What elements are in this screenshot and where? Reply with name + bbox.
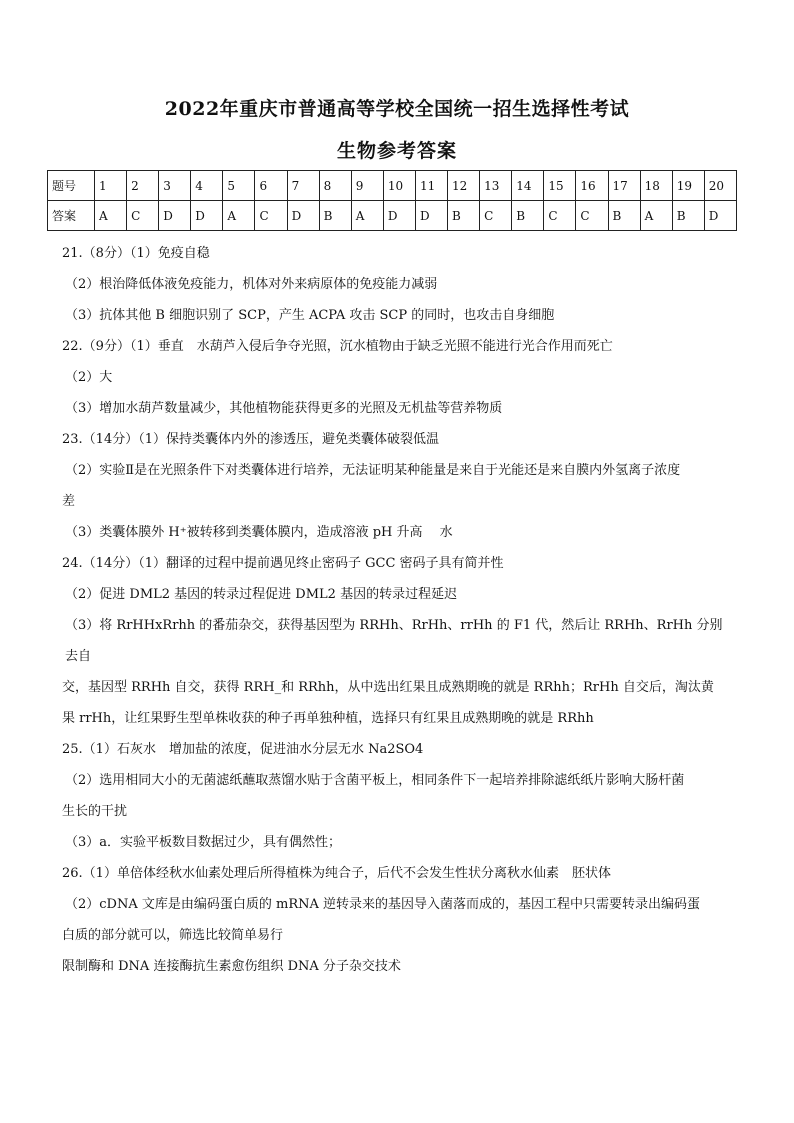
answer-line: （3）将 RrHHxRrhh 的番茄杂交，获得基因型为 RRHh、RrHh、rrHh 的 F1 代，然后让 RRHh、RrHh 分别去自 <box>65 618 723 664</box>
answer-line-q22: 22.（9分）（1）垂直 水葫芦入侵后争夺光照，沉水植物由于缺乏光照不能进行光合作用而死亡 <box>62 339 613 354</box>
table-cell: 9 <box>351 171 383 201</box>
table-cell: B <box>448 201 480 231</box>
table-cell: D <box>159 201 191 231</box>
answer-body <box>62 238 734 982</box>
table-cell: A <box>223 201 255 231</box>
table-row-numbers <box>48 171 737 201</box>
answer-line: （2）实验Ⅱ是在光照条件下对类囊体进行培养，无法证明某种能量是来自于光能还是来自膜内外氢离子浓度 <box>65 463 681 478</box>
table-cell: 10 <box>383 171 415 201</box>
answer-line: （2）促进 DML2 基因的转录过程促进 DML2 基因的转录过程延迟 <box>65 587 458 602</box>
table-cell: 1 <box>95 171 127 201</box>
table-cell: D <box>704 201 736 231</box>
table-cell: C <box>480 201 512 231</box>
answer-line: （3）a．实验平板数目数据过少，具有偶然性； <box>65 835 342 850</box>
page-title: 2022年重庆市普通高等学校全国统一招生选择性考试 <box>164 98 630 120</box>
table-cell: B <box>512 201 544 231</box>
table-cell: C <box>544 201 576 231</box>
page-subtitle: 生物参考答案 <box>336 140 457 162</box>
answer-line: 生长的干扰 <box>62 804 128 819</box>
table-header-cell: 答案 <box>48 201 95 231</box>
table-cell: 2 <box>127 171 159 201</box>
answer-line: 限制酶和 DNA 连接酶抗生素愈伤组织 DNA 分子杂交技术 <box>62 959 401 974</box>
answer-line-q26: 26.（1）单倍体经秋水仙素处理后所得植株为纯合子，后代不会发生性状分离秋水仙素 胚状体 <box>62 866 611 881</box>
table-cell: C <box>255 201 287 231</box>
table-cell: 12 <box>448 171 480 201</box>
table-cell: 3 <box>159 171 191 201</box>
answer-line: （3）增加水葫芦数量减少，其他植物能获得更多的光照及无机盐等营养物质 <box>65 401 503 416</box>
table-cell: 15 <box>544 171 576 201</box>
table-cell: B <box>319 201 351 231</box>
table-cell: 16 <box>576 171 608 201</box>
answer-line: （3）类囊体膜外 H⁺被转移到类囊体膜内，造成溶液 pH 升高 水 <box>65 525 453 540</box>
table-cell: C <box>127 201 159 231</box>
answer-line: （2）cDNA 文库是由编码蛋白质的 mRNA 逆转录来的基因导入菌落而成的，基因工程中只需要转录出编码蛋 <box>65 897 701 912</box>
table-cell: 17 <box>608 171 640 201</box>
table-cell: 19 <box>672 171 704 201</box>
table-cell: 7 <box>287 171 319 201</box>
table-cell: D <box>287 201 319 231</box>
table-cell: 11 <box>415 171 447 201</box>
table-cell: 14 <box>512 171 544 201</box>
answer-line-q24: 24.（14分）（1）翻译的过程中提前遇见终止密码子 GCC 密码子具有简并性 <box>62 556 504 571</box>
answer-line: （2）根治降低体液免疫能力，机体对外来病原体的免疫能力减弱 <box>65 277 438 292</box>
table-cell: A <box>351 201 383 231</box>
answer-line: （2）选用相同大小的无菌滤纸蘸取蒸馏水贴于含菌平板上，相同条件下一起培养排除滤纸纸片影响大肠杆菌 <box>65 773 685 788</box>
table-header-cell: 题号 <box>48 171 95 201</box>
table-cell: 20 <box>704 171 736 201</box>
table-cell: B <box>672 201 704 231</box>
table-cell: D <box>191 201 223 231</box>
answer-line: （3）抗体其他 B 细胞识别了 SCP，产生 ACPA 攻击 SCP 的同时，也攻击自身细胞 <box>65 308 555 323</box>
answer-line: （2）大 <box>65 370 113 385</box>
table-cell: A <box>640 201 672 231</box>
answer-line: 交，基因型 RRHh 自交，获得 RRH_和 RRhh，从中选出红果且成熟期晚的就是 RRhh；RrHh 自交后，淘汰黄 <box>62 680 714 695</box>
table-cell: 6 <box>255 171 287 201</box>
table-cell: C <box>576 201 608 231</box>
table-cell: D <box>383 201 415 231</box>
table-row-answers <box>48 201 737 231</box>
answer-line-q21: 21.（8分）（1）免疫自稳 <box>62 246 210 261</box>
table-cell: B <box>608 201 640 231</box>
table-cell: 13 <box>480 171 512 201</box>
table-cell: 4 <box>191 171 223 201</box>
answer-line-q23: 23.（14分）（1）保持类囊体内外的渗透压，避免类囊体破裂低温 <box>62 432 439 447</box>
table-cell: A <box>95 201 127 231</box>
answer-line-q25: 25.（1）石灰水 增加盐的浓度，促进油水分层无水 Na2SO4 <box>62 742 424 757</box>
answer-table <box>47 170 737 231</box>
answer-line: 白质的部分就可以，筛选比较简单易行 <box>62 928 284 943</box>
table-cell: 18 <box>640 171 672 201</box>
answer-line: 果 rrHh，让红果野生型单株收获的种子再单独种植，选择只有红果且成熟期晚的就是 RRhh <box>62 711 594 726</box>
table-cell: D <box>415 201 447 231</box>
table-cell: 8 <box>319 171 351 201</box>
answer-line: 差 <box>62 494 76 509</box>
table-cell: 5 <box>223 171 255 201</box>
